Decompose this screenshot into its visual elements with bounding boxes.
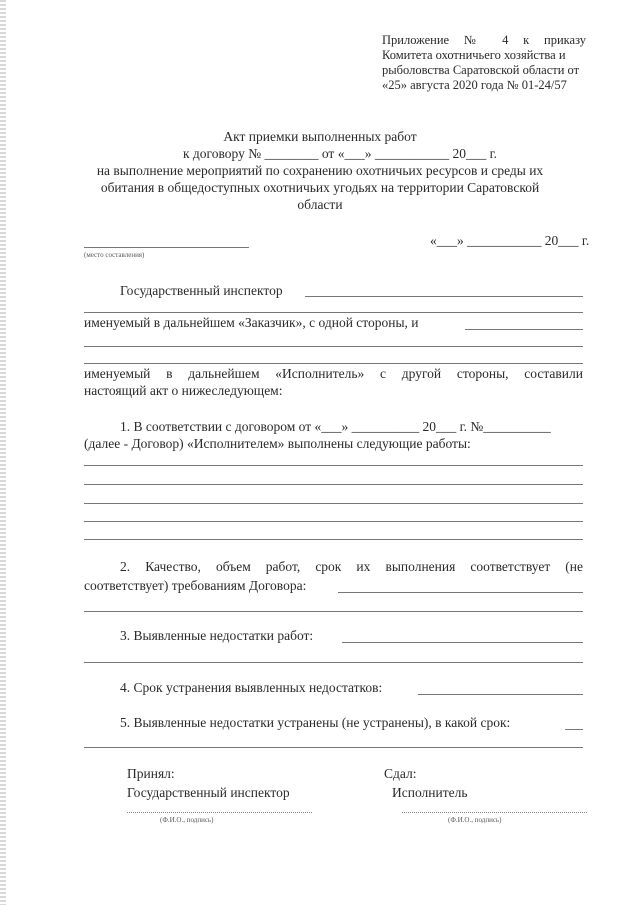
item-4-fill-line bbox=[418, 694, 583, 695]
accepted-role: Государственный инспектор bbox=[127, 785, 290, 800]
works-line-3 bbox=[84, 503, 583, 504]
works-line-4 bbox=[84, 521, 583, 522]
place-caption: (место составления) bbox=[84, 251, 145, 259]
title-line-1: Акт приемки выполненных работ bbox=[223, 129, 417, 144]
item-2-line-1: 2. Качество, объем работ, срок их выполнения соответствует (не bbox=[120, 559, 583, 574]
accepted-caption: (Ф.И.О., подпись) bbox=[160, 816, 214, 824]
delivered-label: Сдал: bbox=[384, 766, 417, 781]
inspector-label: Государственный инспектор bbox=[120, 283, 283, 298]
header-line-1: Приложение № 4 к приказу bbox=[382, 33, 586, 47]
item-4: 4. Срок устранения выявленных недостатков: bbox=[120, 680, 383, 695]
customer-fill-line bbox=[465, 329, 583, 330]
item-3: 3. Выявленные недостатки работ: bbox=[120, 628, 314, 643]
works-line-1 bbox=[84, 465, 583, 466]
delivered-signature-line bbox=[402, 812, 587, 813]
contractor-line-2: настоящий акт о нижеследующем: bbox=[84, 383, 283, 398]
header-line-2: Комитета охотничьего хозяйства и bbox=[382, 48, 566, 62]
accepted-signature-line bbox=[127, 812, 312, 813]
item-3-extra-line bbox=[84, 662, 583, 663]
title-line-4: обитания в общедоступных охотничьих угодьях на территории Саратовской bbox=[100, 180, 540, 195]
title-line-3: на выполнение мероприятий по сохранению охотничьих ресурсов и среды их bbox=[96, 163, 544, 178]
header-line-4: «25» августа 2020 года № 01-24/57 bbox=[382, 78, 567, 92]
item-2-extra-line bbox=[84, 611, 583, 612]
item-5-extra-line bbox=[84, 747, 583, 748]
item-1-line-1: 1. В соответствии с договором от «___» __________ 20___ г. №__________ bbox=[120, 419, 551, 434]
contractor-line-1: именуемый в дальнейшем «Исполнитель» с другой стороны, составили bbox=[84, 366, 583, 381]
item-5: 5. Выявленные недостатки устранены (не устранены), в какой срок: bbox=[120, 715, 511, 730]
header-line-3: рыболовства Саратовской области от bbox=[382, 63, 580, 77]
works-line-2 bbox=[84, 484, 583, 485]
customer-extra-line-1 bbox=[84, 346, 583, 347]
accepted-label: Принял: bbox=[127, 766, 175, 781]
title-line-2: к договору № ________ от «___» ___________ 20___ г. bbox=[183, 146, 497, 161]
customer-extra-line-2 bbox=[84, 363, 583, 364]
item-2-line-2: соответствует) требованиям Договора: bbox=[84, 578, 307, 593]
delivered-role: Исполнитель bbox=[392, 785, 468, 800]
inspector-fill-line bbox=[305, 296, 583, 297]
place-line bbox=[84, 247, 249, 248]
item-2-fill-line bbox=[338, 592, 583, 593]
delivered-caption: (Ф.И.О., подпись) bbox=[448, 816, 502, 824]
title-line-5: области bbox=[297, 197, 343, 212]
item-1-line-2: (далее - Договор) «Исполнителем» выполнены следующие работы: bbox=[84, 436, 471, 451]
place-date: «___» ___________ 20___ г. bbox=[430, 233, 590, 248]
inspector-extra-line bbox=[84, 312, 583, 313]
works-line-5 bbox=[84, 539, 583, 540]
item-3-fill-line bbox=[342, 642, 583, 643]
customer-line: именуемый в дальнейшем «Заказчик», с одной стороны, и bbox=[84, 315, 419, 330]
item-5-fill-line bbox=[565, 729, 583, 730]
